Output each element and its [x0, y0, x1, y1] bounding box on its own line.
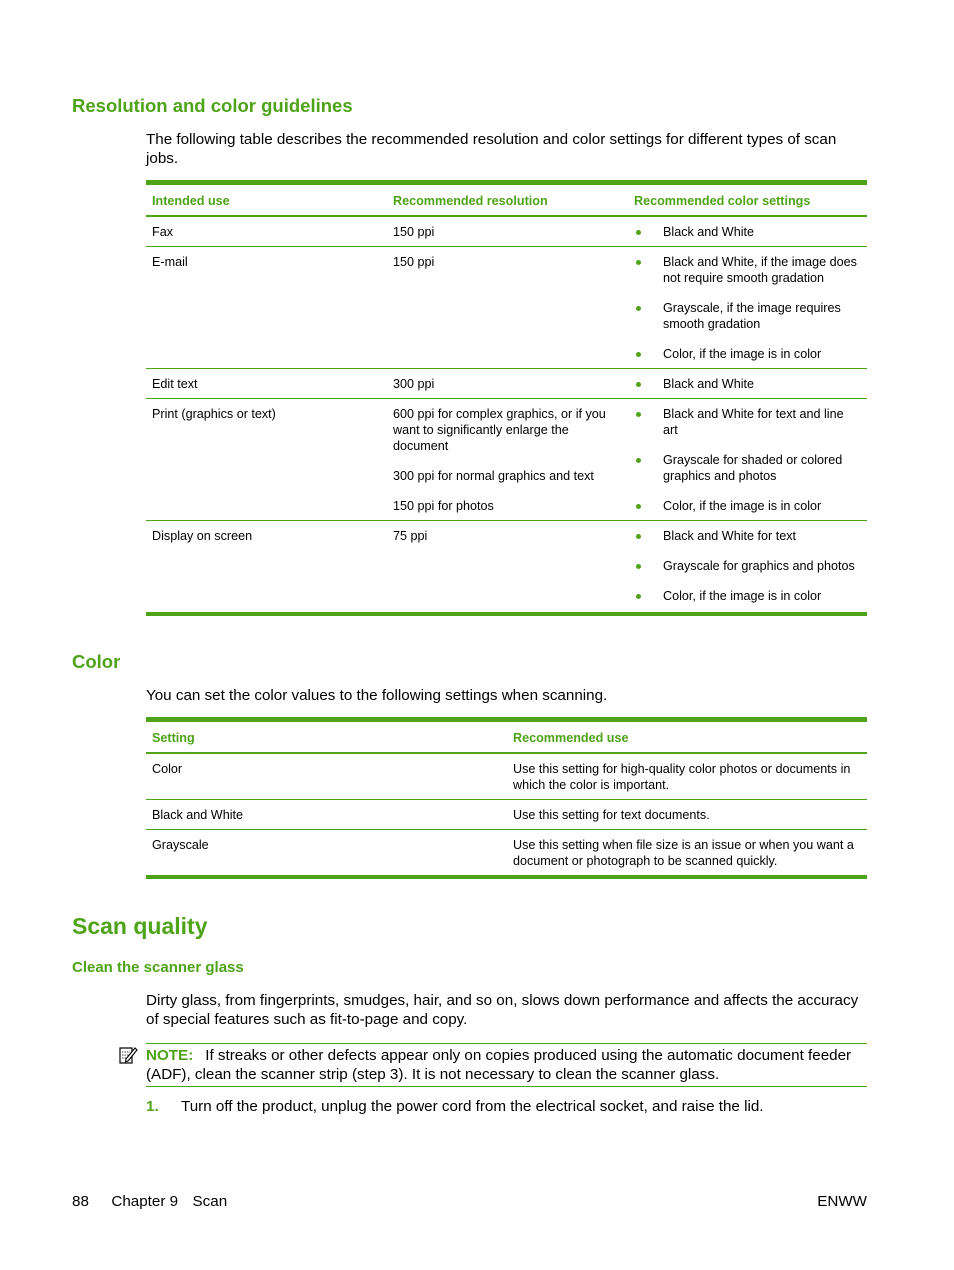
table-row [146, 216, 867, 247]
resolution-intro: The following table describes the recommended resolution and color settings for different types of scan jobs. [146, 131, 837, 167]
note-text: If streaks or other defects appear only on copies produced using the automatic document feeder (ADF), clean the scanner strip (step 3). It is not necessary to clean the scanner glass. [146, 1047, 852, 1083]
resolution-value: 150 ppi for photos [393, 499, 494, 513]
table-row [146, 247, 867, 369]
table-cell: Display on screen [146, 521, 387, 615]
list-item: Black and White, if the image does not require smooth gradation [634, 254, 861, 286]
column-header: Recommended color settings [628, 183, 867, 217]
table-row [146, 399, 867, 521]
table-cell [628, 399, 867, 521]
bullet-icon [636, 230, 641, 235]
table-cell [387, 521, 628, 615]
bullet-icon [636, 352, 641, 357]
section-heading-color: Color [72, 651, 121, 672]
table-cell: Use this setting for high-quality color photos or documents in which the color is important. [507, 753, 867, 800]
table-header-row [146, 183, 867, 217]
table-cell [628, 521, 867, 615]
list-item: Black and White [634, 376, 861, 392]
resolution-table [146, 180, 867, 616]
table-cell [387, 399, 628, 521]
resolution-value: 75 ppi [393, 529, 428, 543]
section-heading-resolution: Resolution and color guidelines [72, 95, 353, 116]
step-text: Turn off the product, unplug the power cord from the electrical socket, and raise the lid. [181, 1098, 764, 1115]
table-cell [628, 216, 867, 247]
list-item: Color, if the image is in color [634, 588, 861, 604]
column-header: Recommended use [507, 720, 867, 754]
table-cell [387, 247, 628, 369]
bullet-icon [636, 382, 641, 387]
list-item: Grayscale for graphics and photos [634, 558, 861, 574]
footer-left [72, 1193, 227, 1210]
bullet-icon [636, 504, 641, 509]
table-cell: Color [146, 753, 507, 800]
bullet-icon [636, 260, 641, 265]
color-table [146, 717, 867, 879]
list-item: Color, if the image is in color [634, 346, 861, 362]
list-item: Color, if the image is in color [634, 498, 861, 514]
list-item [146, 1097, 764, 1116]
clean-glass-body: Dirty glass, from fingerprints, smudges, hair, and so on, slows down performance and affects the accuracy of special features such as fit-to-page and copy. [146, 992, 859, 1028]
color-intro: You can set the color values to the following settings when scanning. [146, 687, 608, 704]
section-heading-scan-quality: Scan quality [72, 913, 208, 939]
resolution-value: 300 ppi for normal graphics and text [393, 469, 594, 483]
table-cell [387, 369, 628, 399]
resolution-value: 600 ppi for complex graphics, or if you want to significantly enlarge the document [393, 407, 606, 453]
table-cell: Grayscale [146, 830, 507, 878]
table-cell [628, 247, 867, 369]
column-header: Recommended resolution [387, 183, 628, 217]
table-cell: Print (graphics or text) [146, 399, 387, 521]
table-header-row [146, 720, 867, 754]
table-cell: Black and White [146, 800, 507, 830]
list-item: Black and White [634, 224, 861, 240]
column-header: Intended use [146, 183, 387, 217]
bullet-icon [636, 306, 641, 311]
table-cell: E-mail [146, 247, 387, 369]
list-item: Grayscale for shaded or colored graphics and photos [634, 452, 861, 484]
bullet-icon [636, 412, 641, 417]
table-cell: Use this setting for text documents. [507, 800, 867, 830]
page-number: 88 [72, 1193, 89, 1210]
list-item: Black and White for text [634, 528, 861, 544]
table-row [146, 753, 867, 800]
table-cell [628, 369, 867, 399]
list-item: Black and White for text and line art [634, 406, 861, 438]
table-row [146, 830, 867, 878]
table-cell: Use this setting when file size is an issue or when you want a document or photograph to be scanned quickly. [507, 830, 867, 878]
table-row [146, 369, 867, 399]
table-row [146, 521, 867, 615]
bullet-icon [636, 594, 641, 599]
chapter-title: Scan [192, 1193, 228, 1210]
table-cell: Edit text [146, 369, 387, 399]
table-cell [387, 216, 628, 247]
chapter-label: Chapter 9 [111, 1193, 179, 1210]
resolution-value: 150 ppi [393, 225, 435, 239]
column-header: Setting [146, 720, 507, 754]
resolution-value: 150 ppi [393, 255, 435, 269]
footer-right: ENWW [817, 1193, 867, 1210]
bullet-icon [636, 458, 641, 463]
step-number: 1. [146, 1098, 159, 1115]
note-box [146, 1043, 867, 1087]
note-icon [118, 1045, 138, 1065]
bullet-icon [636, 564, 641, 569]
list-item: Grayscale, if the image requires smooth gradation [634, 300, 861, 332]
bullet-icon [636, 534, 641, 539]
note-label: NOTE: [146, 1047, 194, 1064]
subheading-clean-glass: Clean the scanner glass [72, 959, 244, 976]
table-cell: Fax [146, 216, 387, 247]
table-row [146, 800, 867, 830]
resolution-value: 300 ppi [393, 377, 435, 391]
